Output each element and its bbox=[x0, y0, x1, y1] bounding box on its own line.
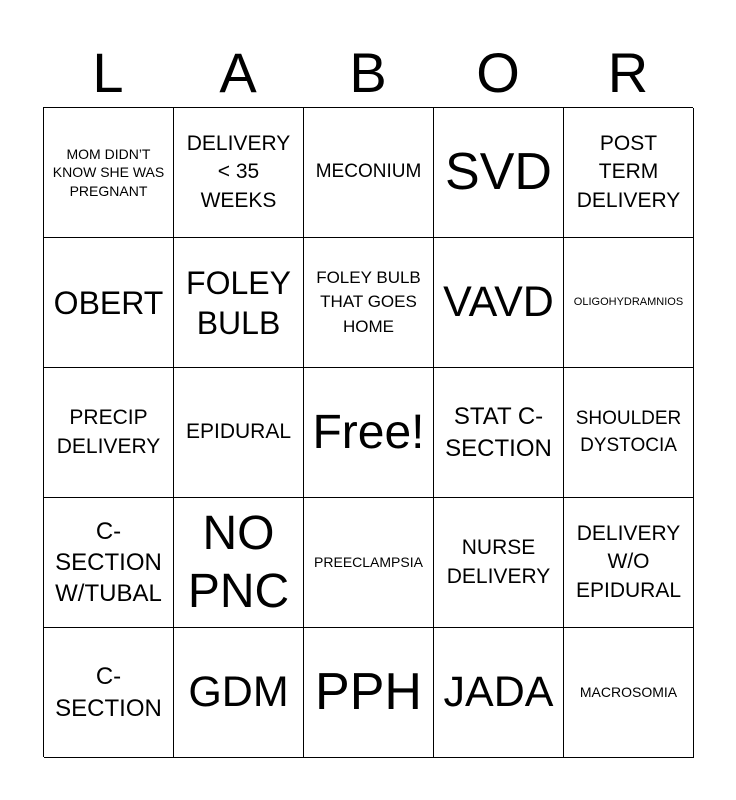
bingo-cell-r4c2[interactable] bbox=[174, 498, 304, 628]
bingo-cell-text: C-SECTION bbox=[55, 663, 162, 722]
bingo-cell-text: JADA bbox=[443, 668, 554, 717]
bingo-cell-text: MOM DIDN’T KNOW SHE WAS PREGNANT bbox=[52, 146, 165, 199]
bingo-cell-text: SVD bbox=[445, 143, 552, 202]
bingo-cell-text: DELIVERY < 35 WEEKS bbox=[186, 131, 291, 212]
header-letter-b: B bbox=[349, 41, 387, 104]
bingo-cell-r5c3[interactable] bbox=[304, 628, 434, 758]
bingo-cell-r2c4[interactable] bbox=[434, 238, 564, 368]
bingo-cell-text: Free! bbox=[312, 405, 425, 459]
bingo-cell-r1c2[interactable] bbox=[174, 108, 304, 238]
bingo-cell-r5c4[interactable] bbox=[434, 628, 564, 758]
bingo-cell-r1c4[interactable] bbox=[434, 108, 564, 238]
bingo-cell-r4c3[interactable] bbox=[304, 498, 434, 628]
bingo-cell-text: FOLEY BULB THAT GOES HOME bbox=[316, 267, 421, 336]
bingo-cell-r3c5[interactable] bbox=[564, 368, 694, 498]
bingo-cell-text: PPH bbox=[315, 663, 422, 722]
bingo-header bbox=[43, 42, 693, 104]
bingo-cell-r1c5[interactable] bbox=[564, 108, 694, 238]
bingo-cell-text: OLIGOHYDRAMNIOS bbox=[573, 295, 684, 308]
bingo-cell-text: EPIDURAL bbox=[185, 420, 292, 444]
bingo-cell-text: SHOULDER DYSTOCIA bbox=[575, 407, 682, 456]
bingo-cell-text: OBERT bbox=[53, 284, 164, 321]
bingo-cell-text: POST TERM DELIVERY bbox=[576, 131, 681, 212]
bingo-cell-r5c1[interactable] bbox=[44, 628, 174, 758]
bingo-cell-r4c5[interactable] bbox=[564, 498, 694, 628]
bingo-cell-r5c2[interactable] bbox=[174, 628, 304, 758]
bingo-cell-text: NO PNC bbox=[187, 506, 290, 618]
bingo-cell-text: FOLEY BULB bbox=[186, 264, 291, 341]
bingo-cell-r4c4[interactable] bbox=[434, 498, 564, 628]
bingo-cell-r2c5[interactable] bbox=[564, 238, 694, 368]
bingo-cell-r2c3[interactable] bbox=[304, 238, 434, 368]
bingo-cell-text: MECONIUM bbox=[315, 161, 422, 183]
bingo-cell-text: GDM bbox=[188, 668, 289, 717]
bingo-cell-r1c3[interactable] bbox=[304, 108, 434, 238]
bingo-cell-r4c1[interactable] bbox=[44, 498, 174, 628]
bingo-cell-text: STAT C-SECTION bbox=[445, 403, 552, 462]
bingo-cell-text: PREECLAMPSIA bbox=[314, 554, 423, 571]
bingo-cell-r3c3[interactable] bbox=[304, 368, 434, 498]
bingo-cell-r3c4[interactable] bbox=[434, 368, 564, 498]
bingo-cell-r3c2[interactable] bbox=[174, 368, 304, 498]
bingo-cell-r1c1[interactable] bbox=[44, 108, 174, 238]
bingo-cell-text: DELIVERY W/O EPIDURAL bbox=[575, 521, 682, 602]
bingo-cell-text: NURSE DELIVERY bbox=[446, 536, 551, 588]
bingo-cell-text: C-SECTION W/TUBAL bbox=[55, 517, 162, 608]
bingo-cell-r3c1[interactable] bbox=[44, 368, 174, 498]
bingo-cell-r5c5[interactable] bbox=[564, 628, 694, 758]
bingo-cell-r2c2[interactable] bbox=[174, 238, 304, 368]
header-letter-a: A bbox=[219, 41, 257, 104]
bingo-cell-r2c1[interactable] bbox=[44, 238, 174, 368]
bingo-cell-text: VAVD bbox=[443, 278, 554, 327]
header-letter-o: O bbox=[476, 41, 520, 104]
bingo-cell-text: PRECIP DELIVERY bbox=[56, 406, 161, 458]
header-letter-r: R bbox=[607, 41, 649, 104]
bingo-board bbox=[43, 107, 693, 757]
bingo-cell-text: MACROSOMIA bbox=[579, 684, 678, 701]
header-letter-l: L bbox=[92, 41, 124, 104]
